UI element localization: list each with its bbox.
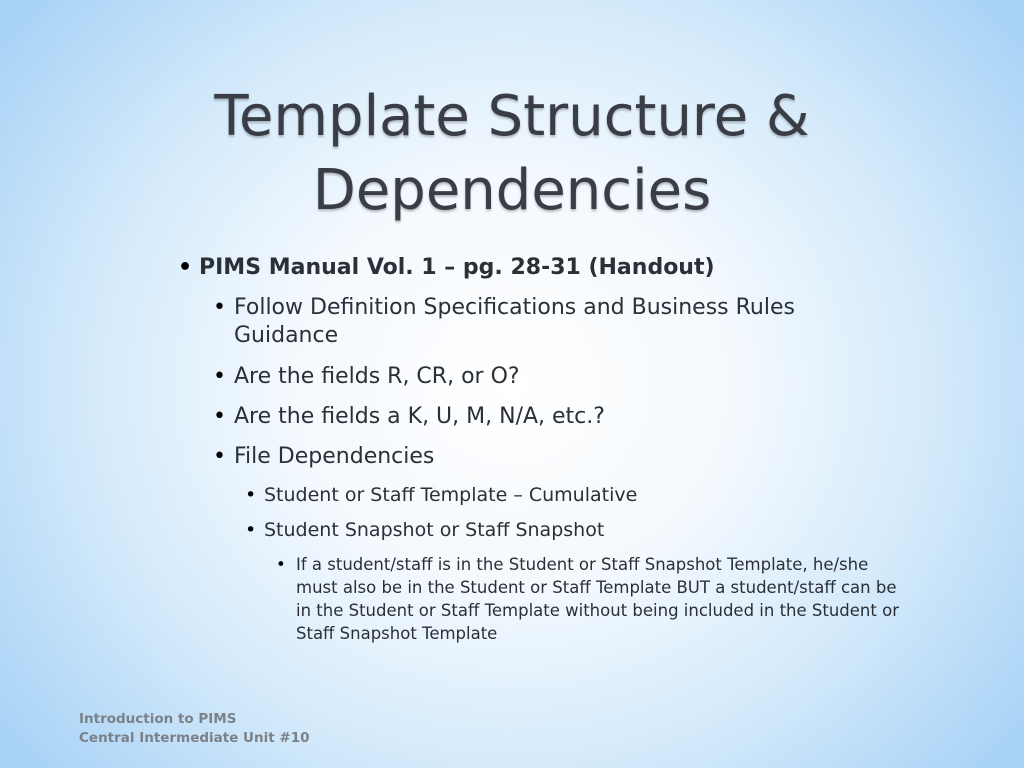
slide-title [0,80,1024,228]
bullet-level-2: Are the fields R, CR, or O? [234,364,520,389]
slide-footer [79,710,310,748]
bullet-level-4: If a student/staff is in the Student or Staff Snapshot Template, he/she must also be in the Student or Staff Template BUT a student/staff can be in the Student or Staff Template without being included in the Student or Staff Snapshot Template [296,555,899,643]
bullet-level-3: Student Snapshot or Staff Snapshot [264,519,605,541]
bullet-icon: • [213,404,226,429]
bullet-icon: • [213,444,226,469]
bullet-level-2: Follow Definition Specifications and Business Rules Guidance [234,295,795,348]
title-line-2: Dependencies [312,158,712,223]
footer-line-1: Introduction to PIMS [79,711,237,727]
bullet-level-1: PIMS Manual Vol. 1 – pg. 28-31 (Handout) [199,255,715,280]
title-line-1: Template Structure & [214,84,810,149]
bullet-level-2: File Dependencies [234,444,435,469]
footer-line-2: Central Intermediate Unit #10 [79,730,310,746]
bullet-icon: • [276,555,286,574]
bullet-icon: • [245,519,257,541]
bullet-icon: • [213,364,226,389]
bullet-icon: • [213,295,226,320]
bullet-icon: • [178,255,193,280]
bullet-icon: • [245,484,257,506]
bullet-level-3: Student or Staff Template – Cumulative [264,484,638,506]
bullet-level-2: Are the fields a K, U, M, N/A, etc.? [234,404,605,429]
